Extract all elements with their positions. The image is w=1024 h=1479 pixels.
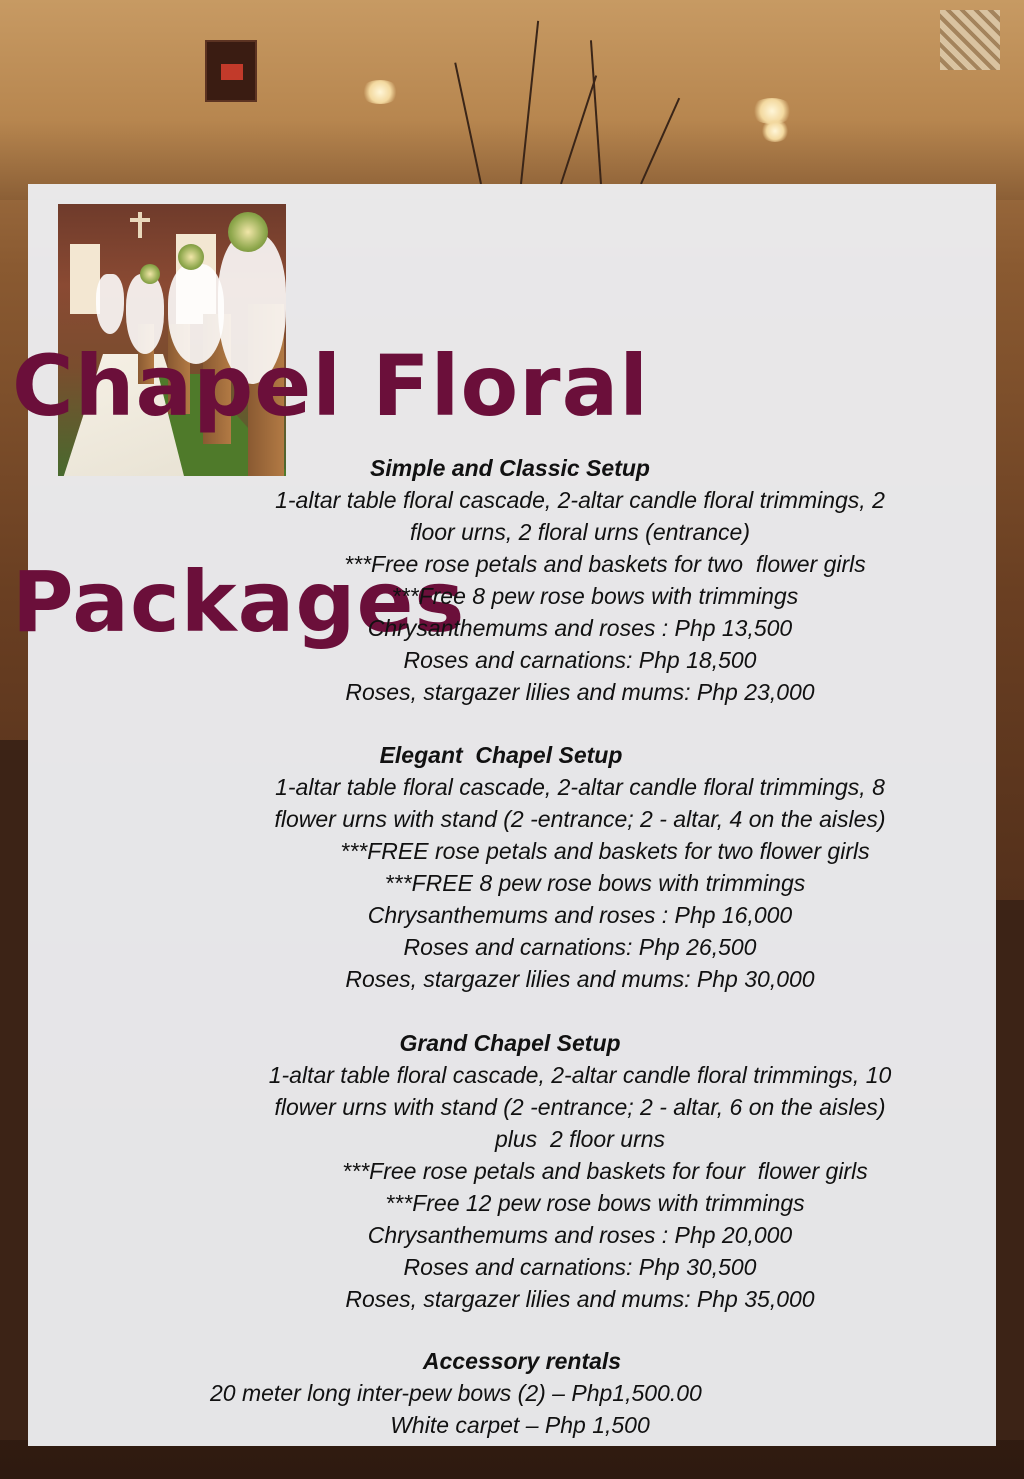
price-line: Roses and carnations: Php 18,500: [403, 647, 757, 673]
rental-line: White carpet – Php 1,500: [390, 1412, 650, 1438]
simple-setup-section: [210, 452, 950, 708]
rental-line: 20 meter long inter-pew bows (2) – Php1,500.00: [210, 1380, 702, 1406]
section-heading: Accessory rentals: [422, 1348, 622, 1374]
package-line: ***Free 8 pew rose bows with trimmings: [391, 583, 799, 609]
price-line: Roses, stargazer lilies and mums: Php 23,000: [345, 679, 815, 705]
background-pew-right: [994, 900, 1024, 1440]
package-line: ***FREE 8 pew rose bows with trimmings: [384, 870, 806, 896]
package-line: plus 2 floor urns: [494, 1126, 666, 1152]
price-line: Roses, stargazer lilies and mums: Php 35,000: [345, 1286, 815, 1312]
section-heading: Grand Chapel Setup: [399, 1030, 621, 1056]
package-line: 1-altar table floral cascade, 2-altar candle floral trimmings, 2: [275, 487, 885, 513]
section-heading: Simple and Classic Setup: [370, 455, 650, 481]
accessory-rentals-section: [210, 1345, 810, 1441]
page-title: Chapel Floral: [12, 337, 650, 435]
photo-flower: [178, 244, 204, 270]
photo-flower: [140, 264, 160, 284]
price-line: Chrysanthemums and roses : Php 16,000: [367, 902, 793, 928]
price-line: Roses and carnations: Php 26,500: [403, 934, 757, 960]
ceiling-vent: [940, 10, 1000, 70]
background-ceiling: [0, 0, 1024, 200]
package-line: 1-altar table floral cascade, 2-altar candle floral trimmings, 10: [268, 1062, 892, 1088]
package-line: flower urns with stand (2 -entrance; 2 - altar, 4 on the aisles): [274, 806, 886, 832]
price-line: Roses and carnations: Php 30,500: [403, 1254, 757, 1280]
grand-setup-section: [210, 1027, 950, 1315]
cross-icon: [138, 212, 142, 238]
photo-tulle: [96, 274, 124, 334]
ceiling-light: [360, 80, 400, 104]
exit-sign-icon: [205, 40, 257, 102]
section-heading: Elegant Chapel Setup: [379, 742, 623, 768]
background-pew-left: [0, 740, 30, 1440]
elegant-setup-section: [210, 739, 950, 995]
page-title-line-2: Packages: [12, 553, 466, 651]
photo-flower: [228, 212, 268, 252]
price-line: Chrysanthemums and roses : Php 13,500: [367, 615, 793, 641]
package-line: ***Free 12 pew rose bows with trimmings: [385, 1190, 805, 1216]
package-line: flower urns with stand (2 -entrance; 2 - altar, 6 on the aisles): [274, 1094, 886, 1120]
package-line: 1-altar table floral cascade, 2-altar candle floral trimmings, 8: [275, 774, 885, 800]
ceiling-light: [760, 120, 790, 142]
price-line: Chrysanthemums and roses : Php 20,000: [367, 1222, 793, 1248]
price-line: Roses, stargazer lilies and mums: Php 30,000: [345, 966, 815, 992]
package-line: ***FREE rose petals and baskets for two flower girls: [340, 838, 870, 864]
package-line: floor urns, 2 floral urns (entrance): [409, 519, 751, 545]
package-line: ***Free rose petals and baskets for four flower girls: [342, 1158, 868, 1184]
cross-icon: [130, 218, 150, 222]
package-line: ***Free rose petals and baskets for two flower girls: [344, 551, 866, 577]
